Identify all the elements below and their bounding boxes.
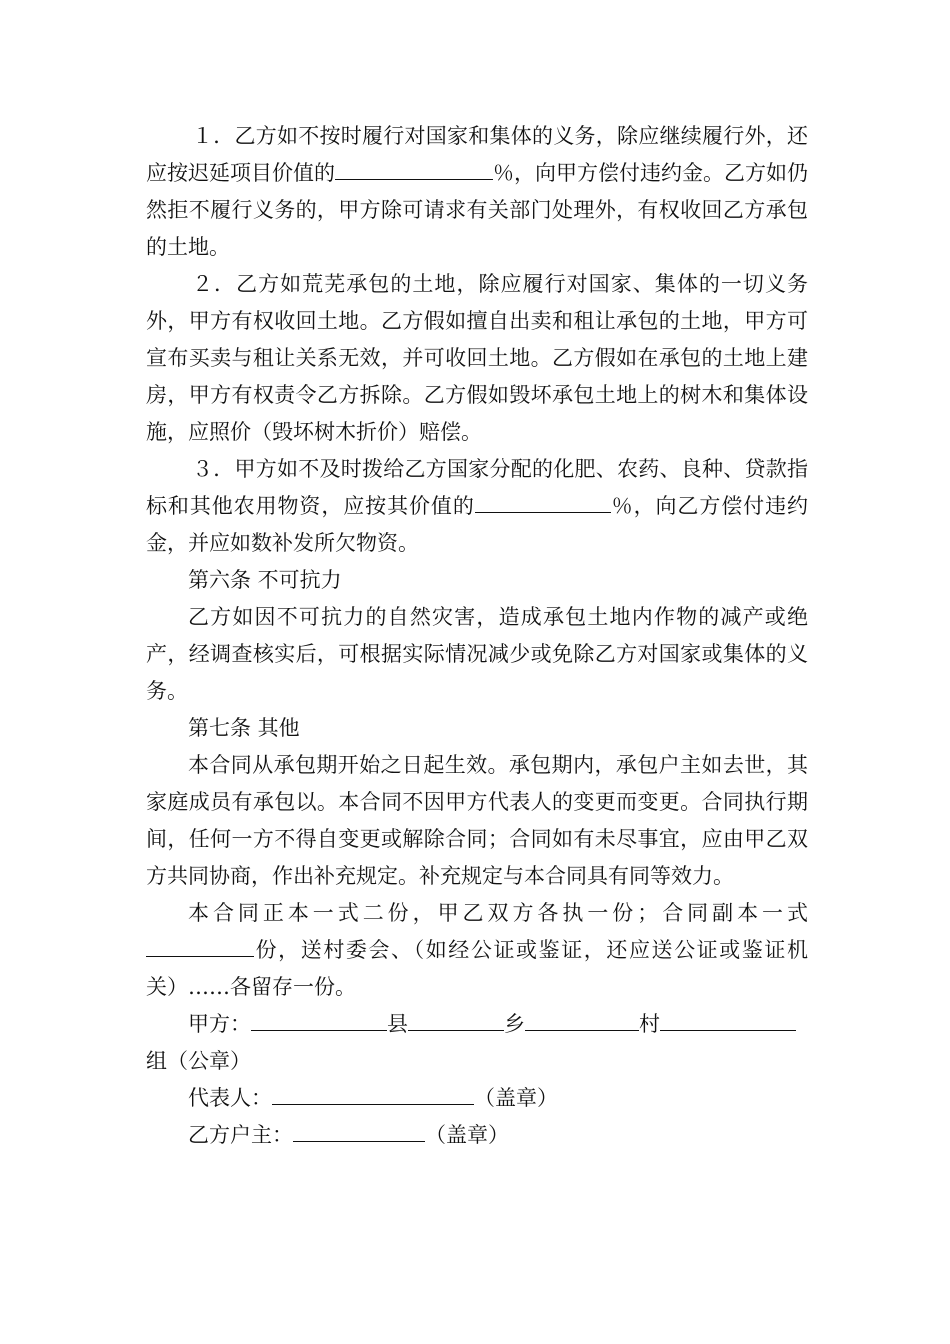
penalty-percent-blank-1 [335, 159, 493, 180]
article-6-title: 第六条 不可抗力 [188, 568, 342, 592]
representative-blank [272, 1084, 474, 1105]
party-b-label: 乙方户主： [188, 1123, 293, 1147]
clause-2: ２．乙方如荒芜承包的土地，除应履行对国家、集体的一切义务外，甲方有权收回土地。乙方假如擅自出卖和租让承包的土地，甲方可宣布买卖与租让关系无效，并可收回土地。乙方假如在承包的土地上建房，甲方有权责令乙方拆除。乙方假如毁坏承包土地上的树木和集体设施，应照价（毁坏树木折价）赔偿。 [146, 272, 808, 444]
township-blank [408, 1010, 504, 1031]
clause-1-text-b: ％，向甲方偿付违约金。乙方如仍然拒不履行义务的，甲方除可请求有关部门处理外，有权收回乙方承包的土地。 [146, 161, 808, 259]
group-seal-line: 组（公章） [146, 1049, 251, 1073]
village-label: 村 [639, 1012, 660, 1036]
county-label: 县 [387, 1012, 408, 1036]
county-blank [251, 1010, 387, 1031]
clause-1 [146, 118, 808, 266]
article-7-title: 第七条 其他 [188, 716, 300, 740]
party-a-label: 甲方： [188, 1012, 251, 1036]
party-b-line [146, 1117, 808, 1154]
party-b-blank [293, 1121, 425, 1142]
clause-3-text-a: ３．甲方如不及时拨给乙方国家分配的化肥、农药、良种、贷款指标和其他农用物资，应按其价值的 [146, 457, 808, 518]
party-b-seal: （盖章） [425, 1123, 509, 1147]
copies-text-b: 份，送村委会、（如经公证或鉴证，还应送公证或鉴证机关）……各留存一份。 [146, 938, 808, 999]
township-label: 乡 [504, 1012, 525, 1036]
copies-text-a: 本合同正本一式二份，甲乙双方各执一份；合同副本一式 [188, 901, 808, 925]
clause-1-text-a: １．乙方如不按时履行对国家和集体的义务，除应继续履行外，还应按迟延项目价值的 [146, 124, 808, 185]
party-a-line [146, 1006, 808, 1043]
copies-clause [146, 895, 808, 1006]
article-7-body: 本合同从承包期开始之日起生效。承包期内，承包户主如去世，其家庭成员有承包以。本合同不因甲方代表人的变更而变更。合同执行期间，任何一方不得自变更或解除合同；合同如有未尽事宜，应由甲乙双方共同协商，作出补充规定。补充规定与本合同具有同等效力。 [146, 753, 808, 888]
village-blank [525, 1010, 639, 1031]
representative-label: 代表人： [188, 1086, 272, 1110]
representative-line [146, 1080, 808, 1117]
clause-3-text-b: ％，向乙方偿付违约金，并应如数补发所欠物资。 [146, 494, 808, 555]
representative-seal: （盖章） [474, 1086, 558, 1110]
article-6-body: 乙方如因不可抗力的自然灾害，造成承包土地内作物的减产或绝产，经调查核实后，可根据实际情况减少或免除乙方对国家或集体的义务。 [146, 605, 808, 703]
penalty-percent-blank-2 [475, 492, 611, 513]
contract-page [146, 118, 808, 1154]
clause-3 [146, 451, 808, 562]
group-blank [660, 1010, 796, 1031]
copies-count-blank [146, 936, 254, 957]
